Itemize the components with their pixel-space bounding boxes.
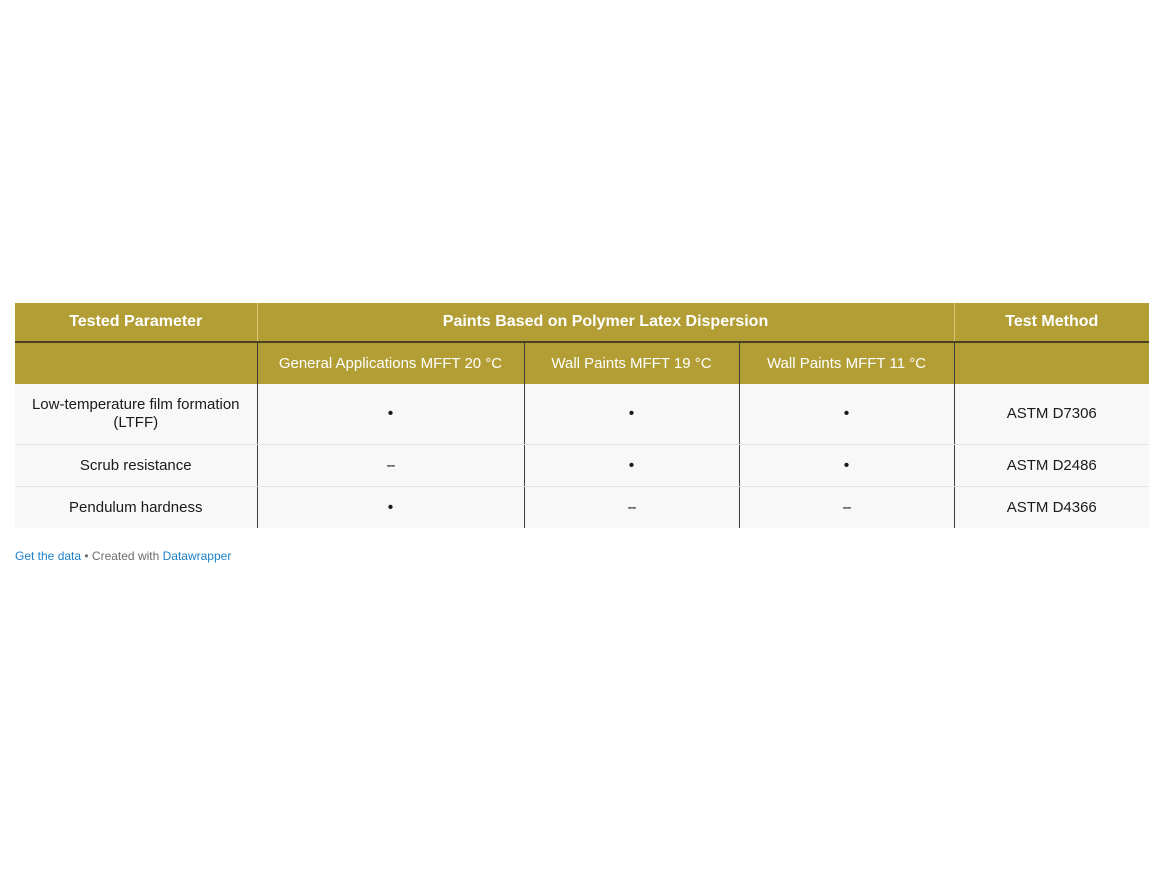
cell-parameter: Pendulum hardness — [15, 487, 257, 529]
table-row — [15, 384, 1149, 445]
table-header — [15, 303, 1149, 384]
table-body — [15, 384, 1149, 528]
cell-method: ASTM D2486 — [954, 445, 1149, 487]
header-paints-group: Paints Based on Polymer Latex Dispersion — [257, 303, 954, 342]
cell-general: • — [257, 384, 524, 445]
table-row — [15, 445, 1149, 487]
subheader-empty-method — [954, 342, 1149, 384]
cell-method: ASTM D4366 — [954, 487, 1149, 529]
header-row-sub — [15, 342, 1149, 384]
subheader-general-applications: General Applications MFFT 20 °C — [257, 342, 524, 384]
cell-wall11: • — [739, 445, 954, 487]
get-the-data-link[interactable]: Get the data — [15, 549, 82, 563]
cell-general: -- — [257, 445, 524, 487]
table-row — [15, 487, 1149, 529]
datawrapper-link[interactable]: Datawrapper — [162, 549, 232, 563]
subheader-wall-paints-11: Wall Paints MFFT 11 °C — [739, 342, 954, 384]
data-table — [15, 303, 1149, 528]
footer-credit-text: • Created with — [81, 549, 163, 563]
cell-method: ASTM D7306 — [954, 384, 1149, 445]
subheader-empty-param — [15, 342, 257, 384]
cell-wall11: • — [739, 384, 954, 445]
header-row-top — [15, 303, 1149, 342]
cell-general: • — [257, 487, 524, 529]
subheader-wall-paints-19: Wall Paints MFFT 19 °C — [524, 342, 739, 384]
cell-wall19: • — [524, 384, 739, 445]
cell-wall19: • — [524, 445, 739, 487]
cell-wall11: -- — [739, 487, 954, 529]
cell-parameter: Low-temperature film formation (LTFF) — [15, 384, 257, 445]
header-test-method: Test Method — [954, 303, 1149, 342]
header-tested-parameter: Tested Parameter — [15, 303, 257, 342]
cell-parameter: Scrub resistance — [15, 445, 257, 487]
chart-footer — [15, 549, 231, 563]
cell-wall19: -- — [524, 487, 739, 529]
